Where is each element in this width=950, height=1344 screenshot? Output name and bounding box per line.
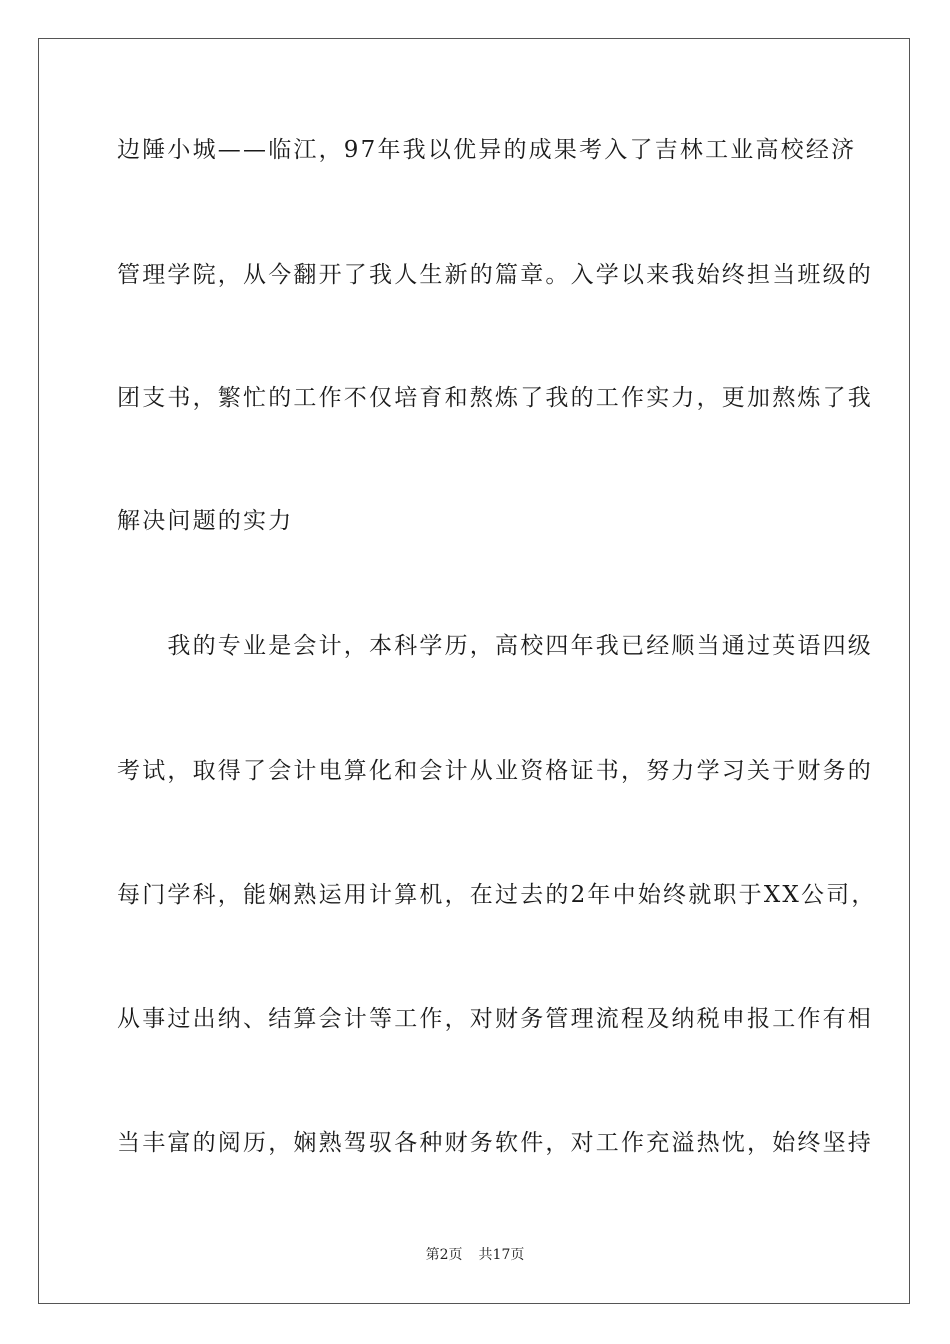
text-line: 每门学科，能娴熟运用计算机，在过去的2年中始终就职于XX公司， bbox=[117, 882, 877, 908]
text-line: 从事过出纳、结算会计等工作，对财务管理流程及纳税申报工作有相 bbox=[117, 1006, 873, 1032]
text-line: 团支书，繁忙的工作不仅培育和熬炼了我的工作实力，更加熬炼了我 bbox=[117, 385, 873, 411]
page-total: 共17页 bbox=[478, 1247, 525, 1263]
text-line: 我的专业是会计，本科学历，高校四年我已经顺当通过英语四级 bbox=[117, 633, 873, 659]
text-line: 边陲小城——临江，97年我以优异的成果考入了吉林工业高校经济 bbox=[117, 137, 857, 163]
text-line: 管理学院，从今翻开了我人生新的篇章。入学以来我始终担当班级的 bbox=[117, 262, 873, 288]
page-number: 第2页 bbox=[425, 1247, 463, 1263]
page-border bbox=[38, 38, 910, 1304]
text-line: 当丰富的阅历，娴熟驾驭各种财务软件，对工作充溢热忱，始终坚持 bbox=[117, 1130, 873, 1156]
page-footer bbox=[0, 1246, 950, 1264]
text-line: 解决问题的实力 bbox=[117, 508, 294, 534]
text-line: 考试，取得了会计电算化和会计从业资格证书，努力学习关于财务的 bbox=[117, 758, 873, 784]
